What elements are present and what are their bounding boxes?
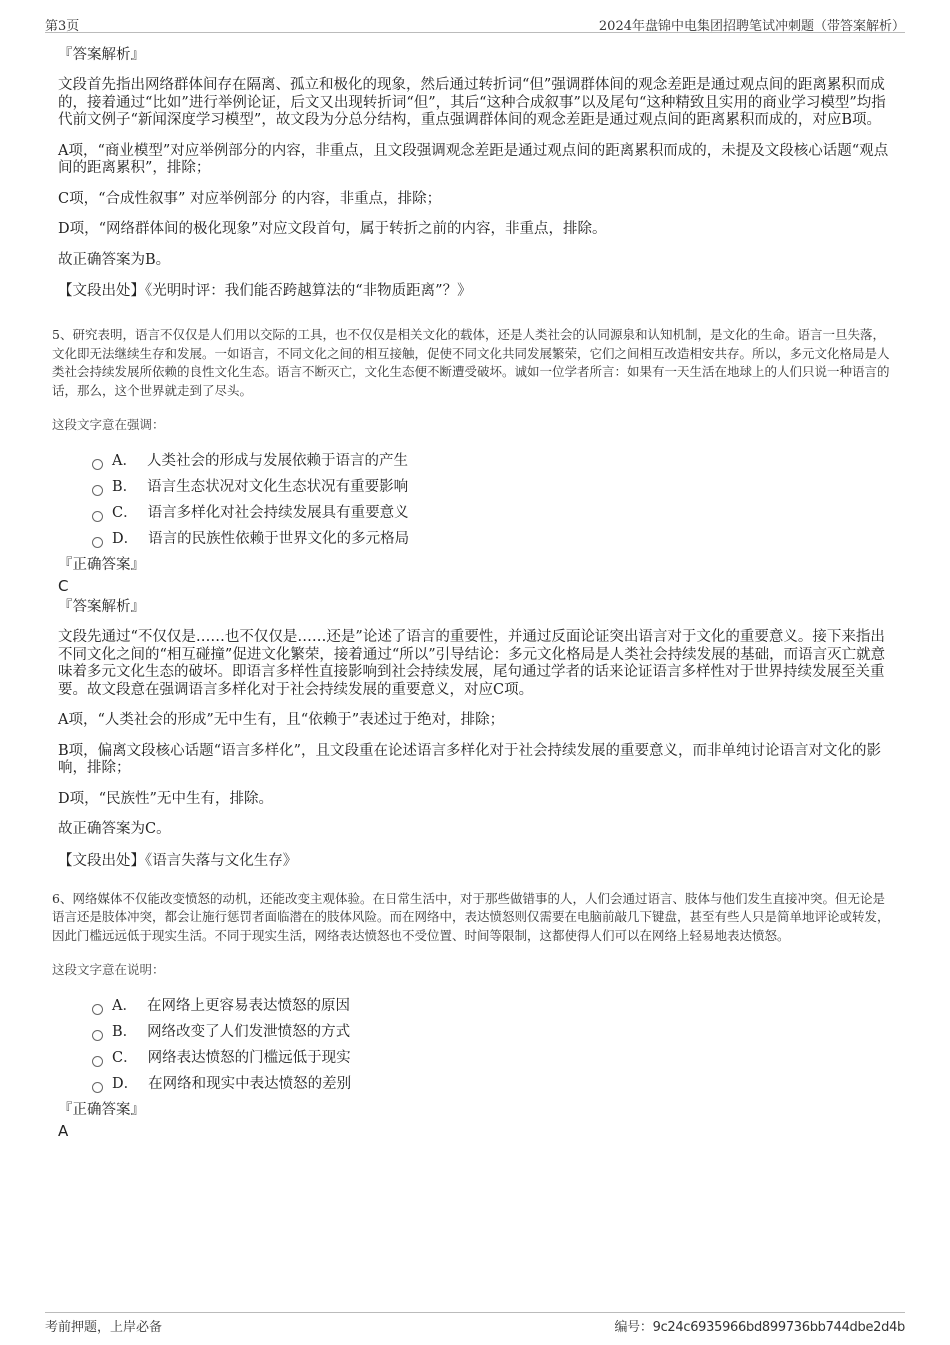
analysis-paragraph: 文段先通过“不仅仅是……也不仅仅是……还是”论述了语言的重要性，并通过反面论证突出语言对于文化的重要意义。接下来指出不同文化之间的“相互碰撞”促进文化繁荣，接着通过“所以”引导结论：多元文化格局是人类社会持续发展的基础，而语言灭亡就意味着多元文化生态的破坏。即语言多样性直接影响到社会持续发展，尾句通过学者的话来论证语言多样性对于世界持续发展至关重要。故文段意在强调语言多样化对于社会持续发展的重要意义，对应C项。 (58, 629, 886, 698)
option-d[interactable]: D． 在网络和现实中表达愤怒的差别 (92, 1071, 896, 1097)
source-citation: 【文段出处】《语言失落与文化生存》 (58, 852, 298, 869)
correct-answer-tag: 『正确答案』 (58, 1102, 145, 1118)
option-d[interactable]: D． 语言的民族性依赖于世界文化的多元格局 (92, 526, 896, 552)
option-c[interactable]: C． 网络表达愤怒的门槛远低于现实 (92, 1045, 896, 1071)
radio-icon[interactable] (92, 537, 103, 548)
analysis-tag: 『答案解析』 (58, 47, 145, 63)
code-label: 编号： (614, 1320, 653, 1335)
question-6 (52, 890, 896, 1098)
options-list (92, 993, 896, 1097)
analysis-tag: 『答案解析』 (58, 599, 145, 615)
page-content (52, 46, 896, 1143)
analysis-paragraph: D项，“网络群体间的极化现象”对应文段首句，属于转折之前的内容，非重点，排除。 (58, 221, 607, 237)
page-footer (45, 1312, 905, 1335)
radio-icon[interactable] (92, 459, 103, 470)
analysis-paragraph: C项，“合成性叙事” 对应举例部分 的内容，非重点，排除； (58, 190, 442, 207)
document-code (614, 1316, 905, 1335)
radio-icon[interactable] (92, 485, 103, 496)
question-text: 5、研究表明，语言不仅仅是人们用以交际的工具，也不仅仅是相关文化的载体，还是人类社会的认同源泉和认知机制，是文化的生命。语言一旦失落，文化即无法继续生存和发展。一如语言，不同文化之间的相互接触，促使不同文化共同发展繁荣，它们之间相互改造相安共存。所以，多元文化格局是人类社会持续发展所依赖的良性文化生态。语言不断灭亡，文化生态便不断遭受破坏。诚如一位学者所言：如果有一天生活在地球上的人们只说一种语言的话，那么，这个世界就走到了尽头。 (52, 327, 890, 398)
page-number: 第3页 (45, 19, 80, 34)
option-c[interactable]: C． 语言多样化对社会持续发展具有重要意义 (92, 500, 896, 526)
analysis-paragraph: A项，“人类社会的形成”无中生有，且“依赖于”表述过于绝对，排除； (58, 712, 505, 728)
radio-icon[interactable] (92, 511, 103, 522)
radio-icon[interactable] (92, 1004, 103, 1015)
question-stem: 这段文字意在强调： (52, 417, 165, 432)
correct-answer-tag: 『正确答案』 (58, 557, 145, 573)
radio-icon[interactable] (92, 1030, 103, 1041)
option-a[interactable]: A． 人类社会的形成与发展依赖于语言的产生 (92, 448, 896, 474)
analysis-paragraph: B项，偏离文段核心话题“语言多样化”，且文段重在论述语言多样化对于社会持续发展的重要意义，而非单纯讨论语言对文化的影响，排除； (58, 742, 881, 776)
code-value: 9c24c6935966bd899736bb744dbe2d4b (652, 1320, 905, 1335)
question-text: 6、网络媒体不仅能改变愤怒的动机，还能改变主观体验。在日常生活中，对于那些做错事的人，人们会通过语言、肢体与他们发生直接冲突。但无论是语言还是肢体冲突，都会让施行惩罚者面临潜在的肢体风险。而在网络中，表达愤怒则仅需要在电脑前敲几下键盘，甚至有些人只是简单地评论或转发，因此门槛远远低于现实生活。不同于现实生活，网络表达愤怒也不受位置、时间等限制，这都使得人们可以在网络上轻易地表达愤怒。 (52, 890, 890, 943)
radio-icon[interactable] (92, 1056, 103, 1067)
analysis-paragraph: 故正确答案为B。 (58, 251, 171, 268)
analysis-paragraph: 故正确答案为C。 (58, 821, 171, 837)
options-list (92, 448, 896, 552)
option-a[interactable]: A． 在网络上更容易表达愤怒的原因 (92, 993, 896, 1019)
source-citation: 【文段出处】《光明时评：我们能否跨越算法的“非物质距离”？》 (58, 283, 472, 299)
analysis-paragraph: A项，“商业模型”对应举例部分的内容，非重点，且文段强调观念差距是通过观点间的距离累积而成的，未提及文段核心话题“观点间的距离累积”，排除； (58, 142, 889, 176)
document-title: 2024年盘锦中电集团招聘笔试冲刺题（带答案解析） (598, 19, 905, 34)
radio-icon[interactable] (92, 1082, 103, 1093)
option-b[interactable]: B． 网络改变了人们发泄愤怒的方式 (92, 1019, 896, 1045)
correct-answer: C (58, 577, 69, 595)
question-5 (52, 326, 896, 552)
analysis-paragraph: D项，“民族性”无中生有，排除。 (58, 790, 273, 807)
page-header (45, 12, 905, 33)
question-stem: 这段文字意在说明： (52, 962, 165, 977)
footer-slogan: 考前押题，上岸必备 (45, 1320, 163, 1335)
analysis-paragraph: 文段首先指出网络群体间存在隔离、孤立和极化的现象，然后通过转折词“但”强调群体间的观念差距是通过观点间的距离累积而成的，接着通过“比如”进行举例论证，后文又出现转折词“但”，其后“这种合成叙事”以及尾句“这种精致且实用的商业学习模型”均指代前文例子“新闻深度学习模型”，故文段为分总分结构，重点强调群体间的观念差距是通过观点间的距离累积而成的，对应B项。 (58, 77, 886, 128)
correct-answer: A (58, 1122, 69, 1140)
option-b[interactable]: B． 语言生态状况对文化生态状况有重要影响 (92, 474, 896, 500)
